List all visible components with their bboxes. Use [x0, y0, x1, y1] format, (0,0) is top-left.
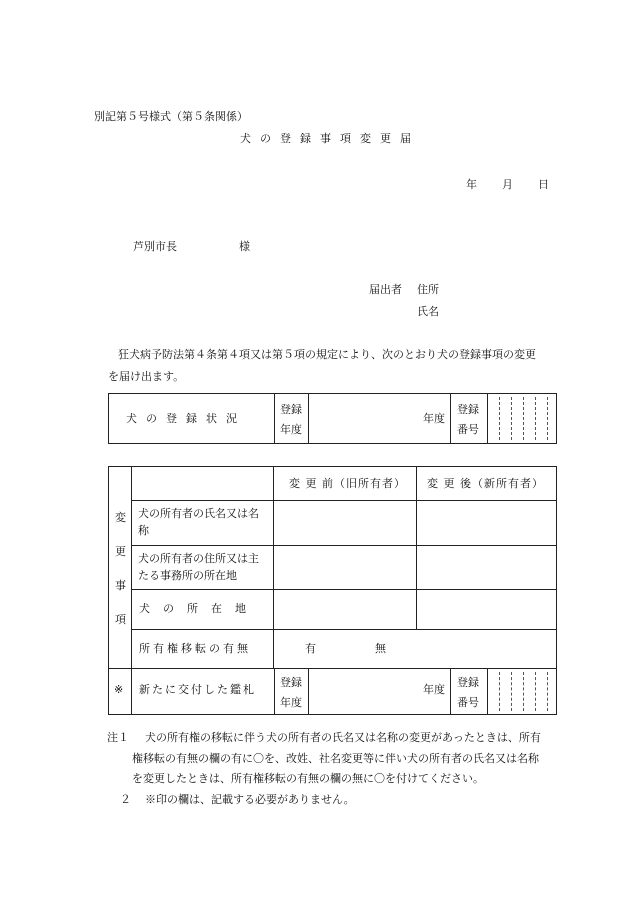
honorific: 様: [239, 240, 250, 253]
submitter-label: 届出者: [369, 283, 402, 296]
side-label-char: 変: [115, 511, 126, 524]
body-text-line1: 狂犬病予防法第４条第４項又は第５項の規定により、次のとおり犬の登録事項の変更: [118, 348, 536, 361]
transfer-none-option: 無: [375, 642, 386, 655]
tag-no-label-1: 登録: [457, 676, 479, 689]
tag-year-label-1: 登録: [280, 676, 302, 689]
page-title: 犬の登録事項変更届: [240, 132, 420, 145]
reg-number-digit-box: [499, 397, 500, 440]
tag-number-digit-box: [499, 672, 500, 711]
note1-prefix: 注１: [107, 731, 129, 744]
row-owner-name-label: 犬の所有者の氏名又は名 称: [138, 507, 259, 538]
name-label: 氏名: [417, 305, 439, 318]
reg-number-digit-box: [511, 397, 512, 440]
date-day-label: 日: [538, 178, 549, 191]
office-use-mark: ※: [114, 683, 124, 696]
reg-no-label-2: 番号: [457, 423, 479, 436]
reg-nendo-label: 年度: [423, 412, 445, 425]
side-label-char: 項: [115, 613, 126, 626]
tag-no-label-2: 番号: [457, 696, 479, 709]
tag-nendo-label: 年度: [423, 683, 445, 696]
body-text-line2: を届け出ます。: [108, 370, 185, 383]
date-year-label: 年: [466, 178, 477, 191]
reg-number-digit-box: [535, 397, 536, 440]
reg-year-label-2: 年度: [280, 423, 302, 436]
reg-year-label-1: 登録: [280, 403, 302, 416]
row-dog-location-label: 犬の所在地: [139, 602, 259, 615]
tag-number-digit-box: [547, 672, 548, 711]
side-label-char: 事: [115, 579, 126, 592]
note1-line3: を変更したときは、所有権移転の有無の欄の無に〇を付けてください。: [132, 772, 484, 785]
tag-number-digit-box: [523, 672, 524, 711]
registration-status-label: 犬の登録状況: [126, 412, 246, 425]
address-label: 住所: [417, 283, 439, 296]
form-id: 別記第５号様式（第５条関係）: [94, 110, 248, 123]
tag-number-digit-box: [511, 672, 512, 711]
note1-line1: 犬の所有権の移転に伴う犬の所有者の氏名又は名称の変更があったときは、所有: [145, 731, 541, 744]
note2-text: ※印の欄は、記載する必要がありません。: [145, 793, 355, 806]
tag-year-label-2: 年度: [280, 696, 302, 709]
col-after-header: 変 更 後（新所有者）: [427, 477, 544, 490]
date-month-label: 月: [502, 178, 513, 191]
addressee: 芦別市長: [133, 240, 177, 253]
note2-prefix: ２: [120, 793, 131, 806]
transfer-has-option: 有: [305, 642, 316, 655]
changes-table: [108, 466, 557, 715]
row-owner-address-label: 犬の所有者の住所又は主 たる事務所の所在地: [138, 552, 259, 583]
reg-no-label-1: 登録: [457, 403, 479, 416]
side-label-char: 更: [115, 545, 126, 558]
row-ownership-transfer-label: 所有権移転の有無: [139, 642, 251, 655]
col-before-header: 変 更 前（旧所有者）: [289, 477, 406, 490]
row-new-tag-label: 新たに交付した鑑札: [139, 683, 256, 696]
tag-number-digit-box: [535, 672, 536, 711]
note1-line2: 権移転の有無の欄の有に〇を、改姓、社名変更等に伴い犬の所有者の氏名又は名称: [132, 752, 539, 765]
reg-number-digit-box: [547, 397, 548, 440]
reg-number-digit-box: [523, 397, 524, 440]
